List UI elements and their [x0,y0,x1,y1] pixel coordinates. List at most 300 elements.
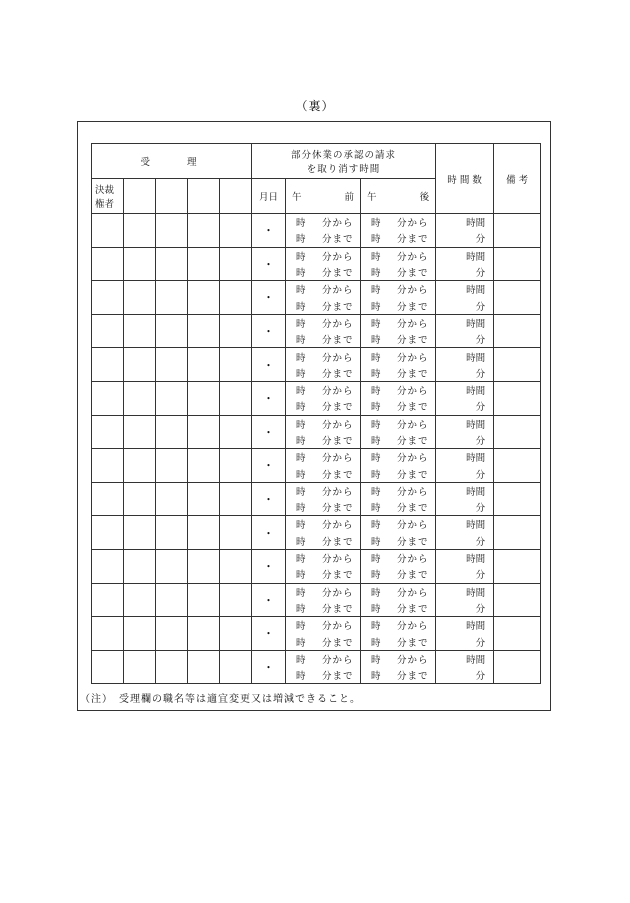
hour-label: 時 [371,503,381,515]
pm-time-until-cell[interactable] [361,499,436,516]
remarks-cell[interactable] [494,650,541,684]
approval-stamp-cell[interactable] [220,449,252,483]
hours-cell[interactable]: 時間 [436,650,494,667]
am-time-from-cell[interactable] [286,650,361,667]
hour-label: 時 [371,536,381,548]
approval-stamp-cell[interactable] [220,281,252,315]
hour-label: 時 [371,268,381,280]
approval-stamp-cell[interactable] [156,449,188,483]
approval-stamp-cell[interactable] [92,482,124,516]
approval-stamp-cell[interactable] [92,549,124,583]
until-label: 分まで [322,536,354,548]
am-time-until-cell[interactable] [286,398,361,415]
hours-cell[interactable]: 時間 [436,247,494,264]
hour-label: 時 [296,637,306,649]
until-label: 分まで [397,503,429,515]
approval-stamp-cell[interactable] [124,281,156,315]
remarks-cell[interactable] [494,482,541,516]
remarks-cell[interactable] [494,516,541,550]
approval-stamp-cell[interactable] [92,381,124,415]
approval-stamp-cell[interactable] [92,583,124,617]
pm-time-until-cell[interactable] [361,432,436,449]
minutes-cell[interactable]: 分 [436,264,494,281]
date-cell[interactable]: ・ [252,214,286,248]
approval-stamp-cell[interactable] [156,381,188,415]
date-cell[interactable]: ・ [252,482,286,516]
approval-stamp-cell[interactable] [220,583,252,617]
am-time-until-cell[interactable] [286,465,361,482]
am-time-until-cell[interactable] [286,566,361,583]
am-time-from-cell[interactable] [286,415,361,432]
approval-stamp-cell[interactable] [188,650,220,684]
until-label: 分まで [322,436,354,447]
hour-label: 時 [296,503,306,515]
pm-time-from-cell[interactable] [361,617,436,634]
approval-stamp-cell[interactable] [156,247,188,281]
approval-stamp-cell[interactable] [220,381,252,415]
approval-stamp-cell[interactable] [124,415,156,449]
month-day-header: 月日 [252,179,286,214]
until-label: 分まで [322,301,354,313]
minutes-cell[interactable]: 分 [436,566,494,583]
request-cancel-header: 部分休業の承認の請求 を取り消す時間 [252,144,436,179]
page-title: （裏） [295,99,335,113]
approval-stamp-cell[interactable] [92,516,124,550]
until-label: 分まで [322,570,354,582]
approval-stamp-cell[interactable] [124,214,156,248]
pm-time-from-cell[interactable] [361,549,436,566]
approval-stamp-cell[interactable] [124,348,156,382]
hours-cell[interactable]: 時間 [436,214,494,231]
hour-label: 時 [296,335,306,347]
approval-stamp-cell[interactable] [92,348,124,382]
minutes-cell[interactable]: 分 [436,230,494,247]
am-time-from-cell[interactable] [286,549,361,566]
approval-stamp-cell[interactable] [220,549,252,583]
approver-slot[interactable] [188,179,220,214]
pm-time-until-cell[interactable] [361,566,436,583]
table-row [92,617,541,634]
approval-stamp-cell[interactable] [220,415,252,449]
pm-time-from-cell[interactable] [361,449,436,466]
table-row [92,281,541,298]
am-time-from-cell[interactable] [286,381,361,398]
remarks-cell[interactable] [494,617,541,651]
hour-label: 時 [296,318,306,330]
approval-stamp-cell[interactable] [92,214,124,248]
hour-label: 時 [371,285,381,297]
hour-label: 時 [371,436,381,447]
hour-label: 時 [296,671,306,683]
hours-cell[interactable]: 時間 [436,314,494,331]
am-header: 午 前 [286,179,361,214]
pm-time-from-cell[interactable] [361,348,436,365]
approval-stamp-cell[interactable] [124,482,156,516]
table-row [92,348,541,365]
date-cell[interactable]: ・ [252,247,286,281]
minutes-cell[interactable]: 分 [436,331,494,348]
approval-stamp-cell[interactable] [220,348,252,382]
hour-label: 時 [371,520,381,532]
approval-stamp-cell[interactable] [156,516,188,550]
approval-stamp-cell[interactable] [188,549,220,583]
from-label: 分から [322,621,354,633]
approval-stamp-cell[interactable] [124,516,156,550]
hour-label: 時 [371,335,381,347]
hours-cell[interactable]: 時間 [436,583,494,600]
approval-stamp-cell[interactable] [220,617,252,651]
pm-time-until-cell[interactable] [361,264,436,281]
footnote: （注） 受理欄の職名等は適宜変更又は増減できること。 [80,694,361,705]
hour-label: 時 [296,436,306,447]
pm-time-from-cell[interactable] [361,214,436,231]
approval-stamp-cell[interactable] [156,281,188,315]
table-row [92,650,541,667]
approval-stamp-cell[interactable] [156,549,188,583]
approval-stamp-cell[interactable] [124,314,156,348]
from-label: 分から [322,285,354,297]
am-time-until-cell[interactable] [286,432,361,449]
approval-stamp-cell[interactable] [124,650,156,684]
approval-stamp-cell[interactable] [156,214,188,248]
until-label: 分まで [397,402,429,414]
hour-label: 時 [371,402,381,414]
hour-label: 時 [371,603,381,615]
date-cell[interactable]: ・ [252,281,286,315]
minutes-cell[interactable]: 分 [436,465,494,482]
approval-stamp-cell[interactable] [156,415,188,449]
table-row [92,415,541,432]
approval-stamp-cell[interactable] [188,482,220,516]
until-label: 分まで [397,268,429,280]
pm-time-until-cell[interactable] [361,465,436,482]
approval-stamp-cell[interactable] [220,214,252,248]
until-label: 分まで [322,368,354,380]
date-cell[interactable]: ・ [252,381,286,415]
from-label: 分から [397,285,429,297]
approval-stamp-cell[interactable] [156,617,188,651]
minutes-cell[interactable]: 分 [436,533,494,550]
approval-stamp-cell[interactable] [92,281,124,315]
table-row [92,549,541,566]
hour-label: 時 [371,251,381,263]
approval-stamp-cell[interactable] [188,214,220,248]
approver-slot[interactable] [156,179,188,214]
table-row [92,247,541,264]
hours-cell[interactable]: 時間 [436,415,494,432]
until-label: 分まで [322,268,354,280]
from-label: 分から [397,318,429,330]
am-time-until-cell[interactable] [286,365,361,382]
am-time-until-cell[interactable] [286,533,361,550]
remarks-cell[interactable] [494,381,541,415]
from-label: 分から [397,453,429,465]
until-label: 分まで [322,402,354,414]
from-label: 分から [322,251,354,263]
date-cell[interactable]: ・ [252,549,286,583]
remarks-cell[interactable] [494,281,541,315]
hour-label: 時 [296,251,306,263]
hours-cell[interactable]: 時間 [436,617,494,634]
pm-time-until-cell[interactable] [361,600,436,617]
hours-header: 時 間 数 [436,144,494,214]
remarks-cell[interactable] [494,583,541,617]
approval-stamp-cell[interactable] [124,381,156,415]
from-label: 分から [397,486,429,498]
approval-stamp-cell[interactable] [156,650,188,684]
approval-stamp-cell[interactable] [92,617,124,651]
approval-stamp-cell[interactable] [124,583,156,617]
pm-header: 午 後 [361,179,436,214]
am-time-until-cell[interactable] [286,667,361,684]
pm-time-until-cell[interactable] [361,667,436,684]
am-time-until-cell[interactable] [286,331,361,348]
hour-label: 時 [296,301,306,313]
am-time-until-cell[interactable] [286,264,361,281]
approval-stamp-cell[interactable] [156,314,188,348]
until-label: 分まで [397,536,429,548]
from-label: 分から [397,587,429,599]
table-row [92,449,541,466]
pm-time-from-cell[interactable] [361,650,436,667]
hour-label: 時 [371,554,381,566]
approval-stamp-cell[interactable] [188,348,220,382]
approval-stamp-cell[interactable] [92,415,124,449]
hour-label: 時 [296,469,306,481]
from-label: 分から [322,520,354,532]
pm-time-from-cell[interactable] [361,415,436,432]
hour-label: 時 [371,654,381,666]
hour-label: 時 [296,570,306,582]
from-label: 分から [322,352,354,364]
minutes-cell[interactable]: 分 [436,499,494,516]
hour-label: 時 [296,268,306,280]
pm-time-from-cell[interactable] [361,583,436,600]
pm-time-until-cell[interactable] [361,398,436,415]
hours-cell[interactable]: 時間 [436,348,494,365]
minutes-cell[interactable]: 分 [436,432,494,449]
until-label: 分まで [322,469,354,481]
pm-time-from-cell[interactable] [361,381,436,398]
remarks-cell[interactable] [494,214,541,248]
hour-label: 時 [371,621,381,633]
am-time-until-cell[interactable] [286,499,361,516]
until-label: 分まで [397,603,429,615]
until-label: 分まで [397,368,429,380]
approval-stamp-cell[interactable] [156,348,188,382]
from-label: 分から [322,587,354,599]
from-label: 分から [397,654,429,666]
am-time-from-cell[interactable] [286,449,361,466]
hour-label: 時 [371,301,381,313]
approval-stamp-cell[interactable] [188,449,220,483]
am-time-from-cell[interactable] [286,281,361,298]
am-time-until-cell[interactable] [286,633,361,650]
pm-time-until-cell[interactable] [361,297,436,314]
hour-label: 時 [371,671,381,683]
from-label: 分から [322,318,354,330]
pm-time-from-cell[interactable] [361,281,436,298]
until-label: 分まで [397,637,429,649]
until-label: 分まで [397,301,429,313]
hour-label: 時 [371,234,381,246]
until-label: 分まで [397,671,429,683]
approval-stamp-cell[interactable] [124,449,156,483]
approval-stamp-cell[interactable] [188,314,220,348]
am-time-from-cell[interactable] [286,516,361,533]
remarks-cell[interactable] [494,314,541,348]
hour-label: 時 [371,469,381,481]
until-label: 分まで [397,570,429,582]
hour-label: 時 [296,402,306,414]
approver-slot[interactable] [220,179,252,214]
approval-stamp-cell[interactable] [220,482,252,516]
am-time-from-cell[interactable] [286,617,361,634]
hour-label: 時 [296,486,306,498]
until-label: 分まで [322,637,354,649]
hours-cell[interactable]: 時間 [436,449,494,466]
pm-time-until-cell[interactable] [361,633,436,650]
approval-stamp-cell[interactable] [188,516,220,550]
until-label: 分まで [322,335,354,347]
pm-time-until-cell[interactable] [361,230,436,247]
hour-label: 時 [296,554,306,566]
approval-stamp-cell[interactable] [220,516,252,550]
remarks-cell[interactable] [494,415,541,449]
table-row [92,583,541,600]
decision-authority-cell: 決裁 権者 [92,179,124,214]
until-label: 分まで [322,603,354,615]
date-cell[interactable]: ・ [252,516,286,550]
date-cell[interactable]: ・ [252,650,286,684]
hour-label: 時 [371,386,381,398]
date-cell[interactable]: ・ [252,583,286,617]
hour-label: 時 [296,419,306,431]
minutes-cell[interactable]: 分 [436,633,494,650]
remarks-cell[interactable] [494,549,541,583]
am-time-until-cell[interactable] [286,230,361,247]
approval-stamp-cell[interactable] [220,650,252,684]
remarks-cell[interactable] [494,348,541,382]
approval-stamp-cell[interactable] [188,381,220,415]
am-time-from-cell[interactable] [286,247,361,264]
approval-stamp-cell[interactable] [124,247,156,281]
approval-stamp-cell[interactable] [220,314,252,348]
from-label: 分から [397,554,429,566]
pm-time-from-cell[interactable] [361,482,436,499]
am-time-from-cell[interactable] [286,583,361,600]
minutes-cell[interactable]: 分 [436,600,494,617]
pm-time-until-cell[interactable] [361,533,436,550]
hour-label: 時 [296,520,306,532]
am-time-from-cell[interactable] [286,214,361,231]
from-label: 分から [397,621,429,633]
approval-stamp-cell[interactable] [188,583,220,617]
approval-stamp-cell[interactable] [156,583,188,617]
reception-header: 受 理 [92,144,252,179]
approval-stamp-cell[interactable] [188,617,220,651]
hour-label: 時 [296,603,306,615]
approval-stamp-cell[interactable] [92,247,124,281]
from-label: 分から [322,554,354,566]
minutes-cell[interactable]: 分 [436,667,494,684]
approval-stamp-cell[interactable] [92,449,124,483]
pm-time-from-cell[interactable] [361,247,436,264]
until-label: 分まで [397,436,429,447]
am-time-from-cell[interactable] [286,482,361,499]
hour-label: 時 [371,486,381,498]
am-time-from-cell[interactable] [286,348,361,365]
approval-stamp-cell[interactable] [220,247,252,281]
hour-label: 時 [371,318,381,330]
am-time-until-cell[interactable] [286,600,361,617]
approval-stamp-cell[interactable] [92,650,124,684]
table-row [92,516,541,533]
pm-time-until-cell[interactable] [361,331,436,348]
hour-label: 時 [296,621,306,633]
table-row [92,381,541,398]
from-label: 分から [397,251,429,263]
am-time-from-cell[interactable] [286,314,361,331]
approval-stamp-cell[interactable] [92,314,124,348]
from-label: 分から [322,218,354,230]
approval-stamp-cell[interactable] [188,247,220,281]
until-label: 分まで [322,234,354,246]
until-label: 分まで [397,469,429,481]
approval-stamp-cell[interactable] [124,617,156,651]
hour-label: 時 [296,352,306,364]
partial-leave-cancel-table [91,143,541,684]
hour-label: 時 [296,587,306,599]
table-row [92,314,541,331]
hour-label: 時 [296,386,306,398]
pm-time-from-cell[interactable] [361,314,436,331]
approval-stamp-cell[interactable] [188,415,220,449]
until-label: 分まで [322,503,354,515]
from-label: 分から [397,352,429,364]
date-cell[interactable]: ・ [252,348,286,382]
hours-cell[interactable]: 時間 [436,281,494,298]
minutes-cell[interactable]: 分 [436,365,494,382]
remarks-cell[interactable] [494,449,541,483]
date-cell[interactable]: ・ [252,415,286,449]
table-row [92,214,541,231]
minutes-cell[interactable]: 分 [436,297,494,314]
approval-stamp-cell[interactable] [188,281,220,315]
date-cell[interactable]: ・ [252,617,286,651]
date-cell[interactable]: ・ [252,449,286,483]
minutes-cell[interactable]: 分 [436,398,494,415]
hour-label: 時 [371,218,381,230]
hour-label: 時 [296,654,306,666]
approver-slot[interactable] [124,179,156,214]
hour-label: 時 [296,453,306,465]
am-time-until-cell[interactable] [286,297,361,314]
pm-time-until-cell[interactable] [361,365,436,382]
until-label: 分まで [397,234,429,246]
remarks-cell[interactable] [494,247,541,281]
hours-cell[interactable]: 時間 [436,381,494,398]
from-label: 分から [322,419,354,431]
hours-cell[interactable]: 時間 [436,482,494,499]
pm-time-from-cell[interactable] [361,516,436,533]
hours-cell[interactable]: 時間 [436,516,494,533]
approval-stamp-cell[interactable] [124,549,156,583]
hours-cell[interactable]: 時間 [436,549,494,566]
date-cell[interactable]: ・ [252,314,286,348]
approval-stamp-cell[interactable] [156,482,188,516]
hour-label: 時 [371,453,381,465]
